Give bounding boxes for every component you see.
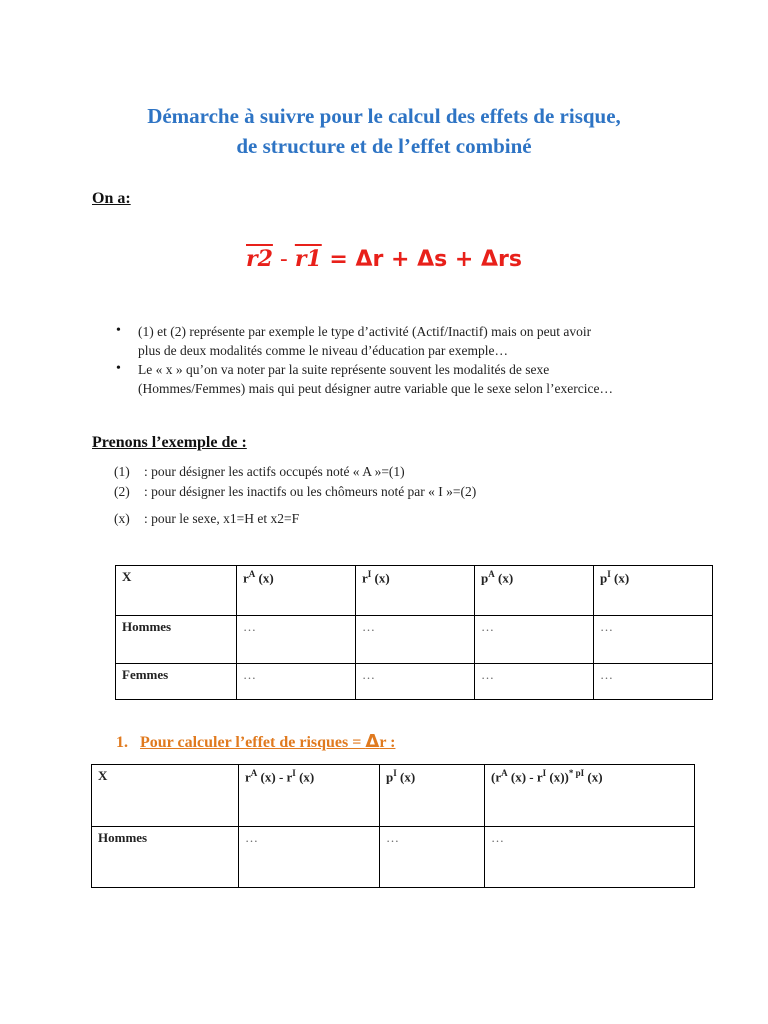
definition-2-text: : pour désigner les inactifs ou les chômeurs noté par « I »=(2) <box>144 484 477 499</box>
bullet-2-line1: Le « x » qu’on va noter par la suite représente souvent les modalités de sexe <box>138 362 550 377</box>
table-cell: … <box>485 827 695 888</box>
delta-symbol: Δ <box>365 731 380 752</box>
section-1-number: 1. <box>116 734 128 751</box>
table-row <box>92 827 695 888</box>
header-pi: $p^I$ (x) <box>594 566 713 616</box>
table-cell: … <box>239 827 380 888</box>
definition-2-num: (2) <box>114 484 130 499</box>
section-1-heading <box>116 731 395 752</box>
row-label-femmes: Femmes <box>116 664 237 700</box>
formula-r1: r1 <box>294 246 322 272</box>
definition-1-text: : pour désigner les actifs occupés noté « A »=(1) <box>144 464 405 479</box>
table-cell: … <box>594 616 713 664</box>
row-label-hommes: Hommes <box>116 616 237 664</box>
bullet-icon: • <box>116 361 121 376</box>
table-cell: … <box>475 664 594 700</box>
prenons-heading: Prenons l’exemple de : <box>92 434 247 451</box>
table-cell: … <box>475 616 594 664</box>
header-ri: $r^I$ (x) <box>356 566 475 616</box>
table-cell: … <box>594 664 713 700</box>
bullet-1-line1: (1) et (2) représente par exemple le type d’activité (Actif/Inactif) mais on peut avoir <box>138 324 592 339</box>
bullet-1-line2: plus de deux modalités comme le niveau d’éducation par exemple… <box>138 343 509 358</box>
decomposition-formula <box>0 246 768 272</box>
bullet-2 <box>138 360 676 398</box>
formula-minus: - <box>272 247 295 272</box>
section-1-text: Pour calculer l’effet de risques = <box>140 734 366 751</box>
header-pi: $p^I$ (x) <box>380 765 485 827</box>
table-cell: … <box>380 827 485 888</box>
table-header-row <box>92 765 695 827</box>
table-cell: … <box>237 616 356 664</box>
table-header-row <box>116 566 713 616</box>
risk-effect-table <box>91 764 695 888</box>
formula-r2: r2 <box>246 246 273 272</box>
header-ra-minus-ri: $r^A$ $(x) - r^I$ (x) <box>239 765 380 827</box>
bullet-icon: • <box>116 323 121 338</box>
table-cell: … <box>356 616 475 664</box>
table-row <box>116 664 713 700</box>
on-a-heading: On a: <box>92 190 131 207</box>
bullet-2-line2: (Hommes/Femmes) mais qui peut désigner autre variable que le sexe selon l’exercice… <box>138 381 613 396</box>
document-title-line2: de structure et de l’effet combiné <box>236 134 532 158</box>
bullet-1 <box>138 322 676 360</box>
header-product: ($r^A$ $(x) - r^I$ (x))$^{* pI}$ (x) <box>485 765 695 827</box>
formula-rest: = Δr + Δs + Δrs <box>321 247 522 272</box>
row-label-hommes: Hommes <box>92 827 239 888</box>
document-title-line1: Démarche à suivre pour le calcul des effets de risque, <box>147 104 621 128</box>
table-cell: … <box>356 664 475 700</box>
header-pa: $p^A$ (x) <box>475 566 594 616</box>
header-x: X <box>92 765 239 827</box>
definition-3-num: (x) <box>114 511 130 526</box>
table-cell: … <box>237 664 356 700</box>
definition-1-num: (1) <box>114 464 130 479</box>
section-1-tail: r : <box>379 734 396 751</box>
rates-table <box>115 565 713 700</box>
header-ra: $r^A$ (x) <box>237 566 356 616</box>
header-x: X <box>116 566 237 616</box>
definition-3-text: : pour le sexe, x1=H et x2=F <box>144 511 300 526</box>
table-row <box>116 616 713 664</box>
